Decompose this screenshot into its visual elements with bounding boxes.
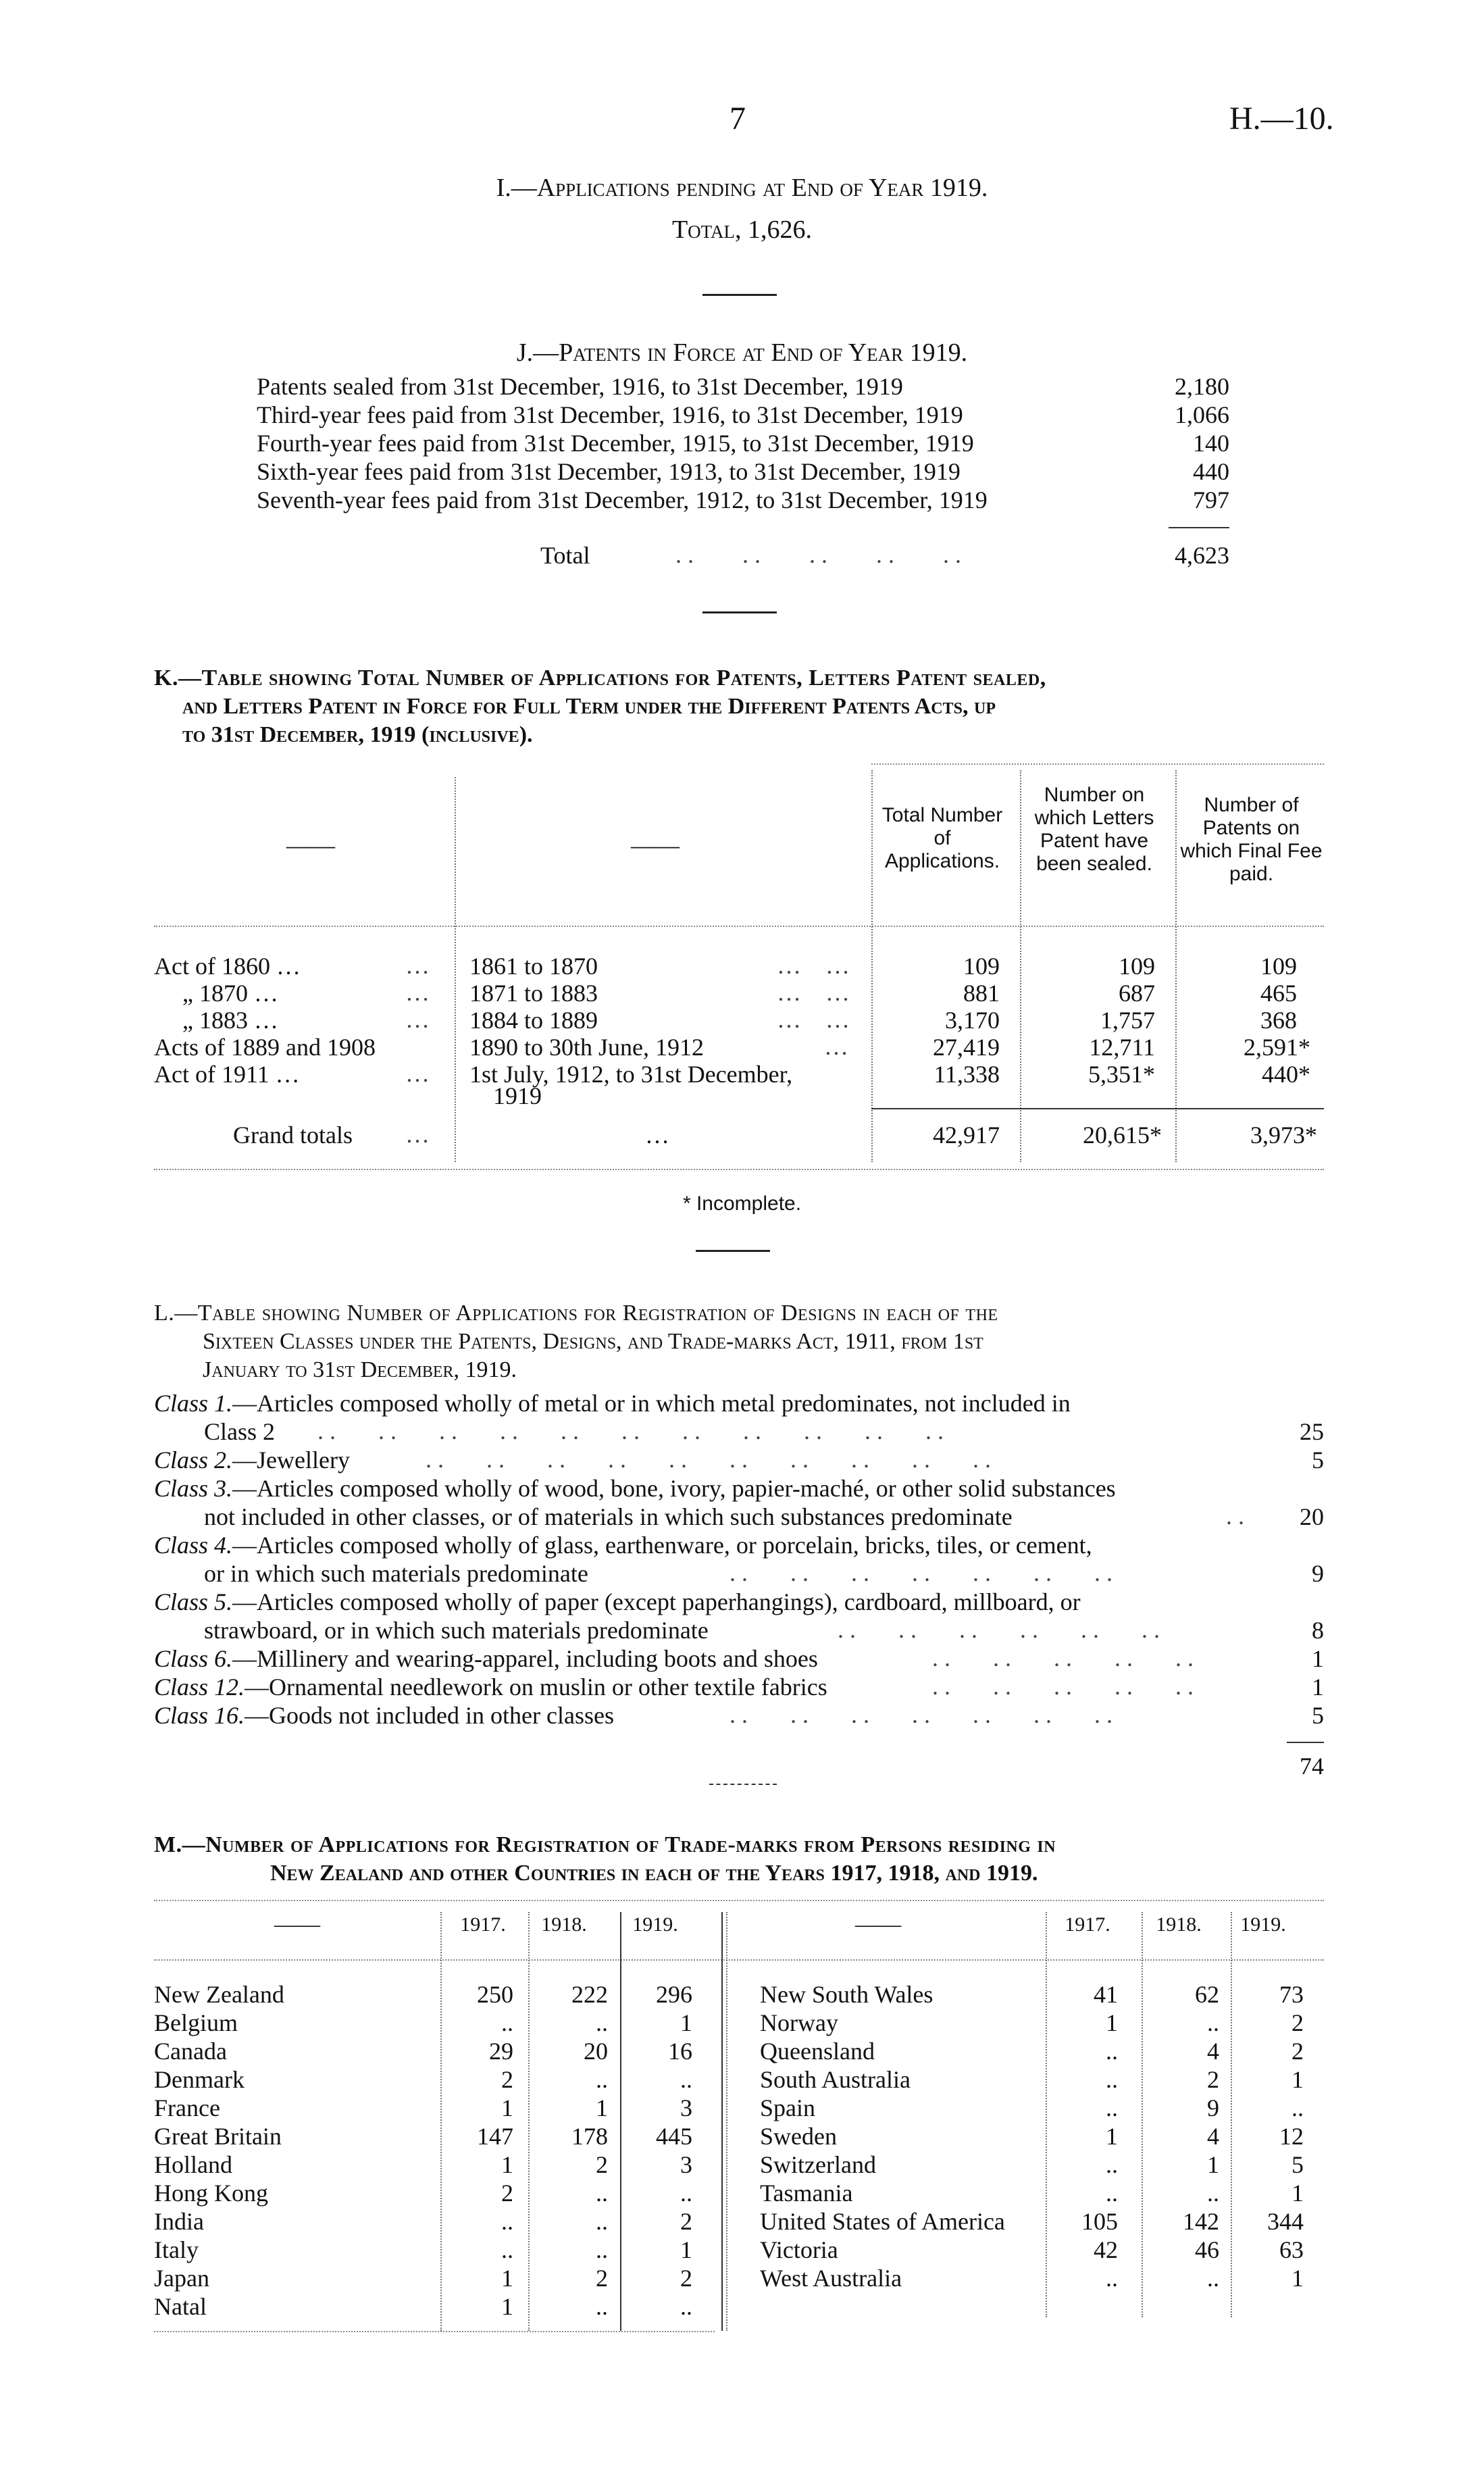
l-class-row <box>154 1644 818 1674</box>
leader-dots: … … <box>777 1006 850 1033</box>
m-country: Queensland <box>760 2038 875 2065</box>
leader-dots: . . . . . . . . . . . . . . . . . . . . <box>426 1446 991 1473</box>
m-country: Spain <box>760 2094 816 2121</box>
m-value-1918: 4 <box>1207 2123 1219 2150</box>
k-row-total: 11,338 <box>933 1061 1000 1088</box>
k-row-act: Acts of 1889 and 1908 <box>154 1034 376 1061</box>
l-class-row <box>154 1701 614 1730</box>
m-country: South Australia <box>760 2066 911 2093</box>
k-row-act: „ 1883 … <box>182 1007 278 1034</box>
l-class-value: 5 <box>1312 1702 1324 1729</box>
k-row-total: 27,419 <box>933 1034 1000 1061</box>
m-country: Denmark <box>154 2066 245 2093</box>
divider <box>696 1250 770 1252</box>
m-value-1918: .. <box>596 2236 608 2263</box>
m-header-1917: 1917. <box>460 1913 506 1936</box>
l-class-row <box>154 1388 1071 1418</box>
m-value-1917: 1 <box>501 2265 513 2292</box>
leader-dots: . . . . . . . . . . <box>932 1673 1194 1700</box>
leader-dots: . . . . . . . . . . . . . . <box>730 1559 1112 1586</box>
leader-dots: … <box>405 1060 430 1087</box>
l-class-name: Class 3. <box>154 1475 233 1502</box>
section-j-row-value: 797 <box>1193 486 1229 513</box>
page-number: 7 <box>730 101 746 136</box>
section-j-row-value: 1,066 <box>1175 401 1229 428</box>
l-class-name: Class 16. <box>154 1702 245 1729</box>
m-value-1918: .. <box>596 2009 608 2036</box>
k-header-col2: —— <box>631 832 680 859</box>
m-value-1918: 2 <box>596 2151 608 2178</box>
m-value-1919: 3 <box>680 2151 692 2178</box>
k-header-col1: —— <box>286 832 335 859</box>
leader-dots: … <box>824 1033 848 1060</box>
m-value-1917: 2 <box>501 2180 513 2207</box>
divider <box>709 1784 777 1785</box>
m-value-1919: .. <box>1291 2094 1304 2121</box>
leader-dots: . . . . . . . . . . <box>675 541 961 568</box>
column-divider <box>1231 1912 1232 2317</box>
m-value-1917: .. <box>501 2236 513 2263</box>
m-header-blank: —— <box>855 1912 901 1937</box>
m-value-1918: .. <box>1207 2180 1219 2207</box>
table-bottom-rule <box>154 2331 715 2332</box>
section-m-title-line2: New Zealand and other Countries in each of the Years 1917, 1918, and 1919. <box>270 1861 1038 1886</box>
l-class-desc: —Ornamental needlework on muslin or other textile fabrics <box>245 1674 827 1701</box>
l-class-row <box>154 1587 1081 1617</box>
l-class-row <box>154 1474 1116 1503</box>
m-value-1919: .. <box>680 2066 692 2093</box>
table-top-rule <box>154 1900 1324 1901</box>
k-footnote: * Incomplete. <box>682 1192 802 1215</box>
m-value-1917: 1 <box>501 2293 513 2320</box>
k-row-act: „ 1870 … <box>182 980 278 1007</box>
m-value-1917: 1 <box>501 2151 513 2178</box>
column-divider <box>1142 1912 1143 2317</box>
l-class-row <box>154 1445 350 1475</box>
m-value-1918: 62 <box>1195 1981 1219 2008</box>
k-row-period-cont: 1919 <box>493 1082 542 1109</box>
k-row-period: 1861 to 1870 <box>469 953 598 980</box>
m-value-1918: 4 <box>1207 2038 1219 2065</box>
column-divider <box>1020 770 1021 1162</box>
section-k-title-line3: to 31st December, 1919 (inclusive). <box>182 722 533 747</box>
k-row-final: 465 <box>1260 980 1297 1007</box>
leader-dots: … <box>405 952 430 979</box>
m-value-1918: 1 <box>596 2094 608 2121</box>
k-row-sealed: 12,711 <box>1089 1034 1155 1061</box>
section-j-row-value: 140 <box>1193 430 1229 457</box>
k-row-total: 881 <box>963 980 1000 1007</box>
m-value-1918: 142 <box>1183 2208 1219 2235</box>
k-grand-totals-period: … <box>645 1122 669 1149</box>
column-divider <box>871 770 873 1162</box>
l-class-value: 9 <box>1312 1560 1324 1587</box>
leader-dots: . . . . . . . . . . . . <box>838 1616 1160 1643</box>
k-row-period: 1871 to 1883 <box>469 980 598 1007</box>
m-value-1919: 1 <box>680 2009 692 2036</box>
section-j-row-label: Fourth-year fees paid from 31st December, 1915, to 31st December, 1919 <box>257 430 974 457</box>
l-total-value: 74 <box>1300 1753 1324 1780</box>
l-class-desc: —Articles composed wholly of glass, earthenware, or porcelain, bricks, tiles, or cement, <box>232 1532 1092 1559</box>
leader-dots: . . . . . . . . . . . . . . <box>730 1701 1112 1728</box>
m-country: New South Wales <box>760 1981 933 2008</box>
k-grand-totals-label: Grand totals <box>233 1122 353 1149</box>
section-m-title-line1: M.—Number of Applications for Registration of Trade-marks from Persons residing in <box>154 1832 1056 1857</box>
section-j-row <box>257 457 961 486</box>
section-l-title-line2: Sixteen Classes under the Patents, Designs, and Trade-marks Act, 1911, from 1st <box>203 1329 983 1354</box>
l-class-desc-cont: Class 2 <box>204 1418 276 1445</box>
l-class-name: Class 1. <box>154 1390 233 1417</box>
m-value-1917: .. <box>1106 2094 1118 2121</box>
k-row-period: 1st July, 1912, to 31st December, <box>469 1061 793 1088</box>
k-row-act: Act of 1860 … <box>154 953 301 980</box>
m-value-1918: 20 <box>584 2038 608 2065</box>
column-divider <box>528 1912 530 2331</box>
leader-dots: … <box>405 1006 430 1033</box>
section-j-row-label: Seventh-year fees paid from 31st December, 1912, to 31st December, 1919 <box>257 486 988 513</box>
k-grand-total-applications: 42,917 <box>933 1122 1000 1149</box>
section-i-title: I.—Applications pending at End of Year 1919. <box>496 174 988 202</box>
m-value-1919: 2 <box>680 2265 692 2292</box>
m-value-1918: .. <box>596 2293 608 2320</box>
m-country: Canada <box>154 2038 227 2065</box>
m-value-1919: 1 <box>1291 2180 1304 2207</box>
m-value-1917: .. <box>1106 2180 1118 2207</box>
m-value-1918: 1 <box>1207 2151 1219 2178</box>
header-rule <box>154 1959 1324 1961</box>
section-k-title-line2: and Letters Patent in Force for Full Term under the Different Patents Acts, up <box>182 694 996 719</box>
section-j-row <box>257 372 903 401</box>
m-country: France <box>154 2094 220 2121</box>
divider <box>702 294 777 296</box>
m-value-1919: 2 <box>1291 2038 1304 2065</box>
m-value-1917: 41 <box>1094 1981 1118 2008</box>
m-value-1919: 3 <box>680 2094 692 2121</box>
k-row-final: 2,591* <box>1244 1034 1310 1061</box>
l-class-value: 1 <box>1312 1645 1324 1672</box>
m-header-1919: 1919. <box>1240 1913 1286 1936</box>
l-class-name: Class 4. <box>154 1532 233 1559</box>
m-value-1917: .. <box>1106 2151 1118 2178</box>
m-header-1917: 1917. <box>1065 1913 1110 1936</box>
l-class-name: Class 12. <box>154 1674 245 1701</box>
k-header-final-fee: Number of Patents on which Final Fee paid. <box>1180 794 1323 885</box>
m-country: Victoria <box>760 2236 838 2263</box>
m-value-1917: 105 <box>1081 2208 1118 2235</box>
l-class-value: 1 <box>1312 1674 1324 1701</box>
m-country: India <box>154 2208 204 2235</box>
l-class-row <box>154 1672 827 1702</box>
m-country: Tasmania <box>760 2180 853 2207</box>
section-l-title-line1: L.—Table showing Number of Applications for Registration of Designs in each of the <box>154 1301 998 1326</box>
l-class-desc: —Articles composed wholly of wood, bone, ivory, papier-maché, or other solid substances <box>232 1475 1116 1502</box>
m-value-1917: 147 <box>477 2123 513 2150</box>
m-value-1919: .. <box>680 2293 692 2320</box>
m-country: Great Britain <box>154 2123 282 2150</box>
m-country: Norway <box>760 2009 838 2036</box>
m-value-1918: 2 <box>1207 2066 1219 2093</box>
m-value-1917: .. <box>1106 2066 1118 2093</box>
m-value-1918: 9 <box>1207 2094 1219 2121</box>
m-value-1918: .. <box>1207 2265 1219 2292</box>
table-bottom-rule <box>154 1169 1324 1170</box>
k-row-period: 1884 to 1889 <box>469 1007 598 1034</box>
m-value-1917: 1 <box>501 2094 513 2121</box>
totals-rule <box>871 1108 1324 1109</box>
header-rule <box>154 926 1324 927</box>
k-row-sealed: 1,757 <box>1100 1007 1155 1034</box>
k-row-final: 440* <box>1262 1061 1310 1088</box>
column-divider <box>440 1912 442 2331</box>
m-value-1919: 1 <box>1291 2265 1304 2292</box>
section-j-row-value: 440 <box>1193 458 1229 485</box>
m-value-1919: 344 <box>1267 2208 1304 2235</box>
column-divider <box>1046 1912 1047 2317</box>
k-grand-total-sealed: 20,615* <box>1083 1122 1162 1149</box>
m-value-1917: .. <box>501 2009 513 2036</box>
m-value-1919: 445 <box>656 2123 692 2150</box>
total-rule <box>1287 1742 1324 1743</box>
section-j-row-label: Third-year fees paid from 31st December, 1916, to 31st December, 1919 <box>257 401 963 428</box>
m-header-1918: 1918. <box>541 1913 587 1936</box>
m-country: Japan <box>154 2265 209 2292</box>
column-divider <box>726 1912 727 2331</box>
section-j-row-label: Patents sealed from 31st December, 1916, to 31st December, 1919 <box>257 373 903 400</box>
m-value-1919: 73 <box>1279 1981 1304 2008</box>
column-divider <box>455 777 456 1162</box>
l-class-row <box>154 1530 1092 1560</box>
section-i-total: Total, 1,626. <box>671 216 813 244</box>
m-value-1918: 2 <box>596 2265 608 2292</box>
leader-dots: . . . . . . . . . . <box>932 1644 1194 1671</box>
section-j-row-label: Sixth-year fees paid from 31st December, 1913, to 31st December, 1919 <box>257 458 961 485</box>
l-class-value: 5 <box>1312 1446 1324 1474</box>
m-value-1919: 2 <box>680 2208 692 2235</box>
m-country: Sweden <box>760 2123 837 2150</box>
l-class-value: 25 <box>1300 1418 1324 1445</box>
m-value-1917: .. <box>1106 2265 1118 2292</box>
m-country: Holland <box>154 2151 232 2178</box>
m-value-1918: 46 <box>1195 2236 1219 2263</box>
section-j-total-label: Total <box>540 542 590 569</box>
l-class-desc-cont: or in which such materials predominate <box>204 1560 588 1587</box>
l-class-name: Class 5. <box>154 1588 233 1615</box>
leader-dots: . . <box>1226 1503 1244 1530</box>
m-value-1918: .. <box>596 2208 608 2235</box>
k-row-sealed: 5,351* <box>1088 1061 1155 1088</box>
l-class-name: Class 6. <box>154 1645 233 1672</box>
leader-dots: … <box>405 979 430 1006</box>
m-value-1918: .. <box>596 2066 608 2093</box>
m-value-1919: 1 <box>1291 2066 1304 2093</box>
m-country: Switzerland <box>760 2151 876 2178</box>
m-value-1919: 1 <box>680 2236 692 2263</box>
m-country: Italy <box>154 2236 199 2263</box>
section-j-title: J.—Patents in Force at End of Year 1919. <box>516 338 968 367</box>
m-header-blank: —— <box>274 1912 320 1937</box>
m-country: United States of America <box>760 2208 1005 2235</box>
m-value-1917: 250 <box>477 1981 513 2008</box>
k-row-final: 368 <box>1260 1007 1297 1034</box>
section-j-row <box>257 400 963 430</box>
m-value-1918: 222 <box>571 1981 608 2008</box>
k-row-sealed: 687 <box>1119 980 1155 1007</box>
column-divider <box>620 1912 621 2331</box>
k-row-act: Act of 1911 … <box>154 1061 300 1088</box>
section-l-title-line3: January to 31st December, 1919. <box>203 1357 517 1382</box>
m-value-1917: 29 <box>489 2038 513 2065</box>
k-grand-total-final: 3,973* <box>1250 1122 1317 1149</box>
table-top-rule <box>871 763 1324 765</box>
m-value-1918: 178 <box>571 2123 608 2150</box>
k-row-final: 109 <box>1260 953 1297 980</box>
m-value-1919: 16 <box>668 2038 692 2065</box>
section-j-row <box>257 428 974 458</box>
m-header-1919: 1919. <box>632 1913 678 1936</box>
m-value-1917: 2 <box>501 2066 513 2093</box>
l-class-desc: —Goods not included in other classes <box>245 1702 614 1729</box>
section-k-title-line1: K.—Table showing Total Number of Applications for Patents, Letters Patent sealed, <box>154 665 1046 690</box>
k-row-sealed: 109 <box>1119 953 1155 980</box>
k-row-total: 3,170 <box>945 1007 1000 1034</box>
column-divider <box>1175 770 1177 1162</box>
m-value-1918: .. <box>596 2180 608 2207</box>
document-reference: H.—10. <box>1229 101 1334 136</box>
l-class-desc-cont: not included in other classes, or of materials in which such substances predominate <box>204 1503 1013 1530</box>
l-class-desc: —Jewellery <box>232 1446 350 1474</box>
section-j-total-value: 4,623 <box>1175 542 1229 569</box>
m-value-1917: 1 <box>1106 2009 1118 2036</box>
m-value-1919: 5 <box>1291 2151 1304 2178</box>
m-value-1917: 1 <box>1106 2123 1118 2150</box>
leader-dots: … … <box>777 979 850 1006</box>
section-j-row <box>257 485 988 515</box>
m-value-1917: .. <box>1106 2038 1118 2065</box>
m-country: New Zealand <box>154 1981 284 2008</box>
l-class-value: 8 <box>1312 1617 1324 1644</box>
k-row-total: 109 <box>963 953 1000 980</box>
m-country: Belgium <box>154 2009 238 2036</box>
m-country: West Australia <box>760 2265 902 2292</box>
m-value-1919: 2 <box>1291 2009 1304 2036</box>
section-j-row-value: 2,180 <box>1175 373 1229 400</box>
k-row-period: 1890 to 30th June, 1912 <box>469 1034 704 1061</box>
l-class-name: Class 2. <box>154 1446 233 1474</box>
m-value-1919: 296 <box>656 1981 692 2008</box>
leader-dots: … <box>405 1121 430 1148</box>
m-value-1919: 12 <box>1279 2123 1304 2150</box>
leader-dots: . . . . . . . . . . . . . . . . . . . . . . <box>317 1417 944 1444</box>
column-divider <box>721 1912 723 2331</box>
k-header-letters-sealed: Number on which Letters Patent have been sealed. <box>1034 784 1154 875</box>
l-class-desc: —Articles composed wholly of metal or in which metal predominates, not included in <box>232 1390 1071 1417</box>
m-value-1917: 42 <box>1094 2236 1118 2263</box>
m-country: Natal <box>154 2293 207 2320</box>
m-value-1918: .. <box>1207 2009 1219 2036</box>
l-class-desc-cont: strawboard, or in which such materials predominate <box>204 1617 709 1644</box>
total-rule <box>1169 527 1229 528</box>
k-header-total-applications: Total Number of Applications. <box>881 804 1003 872</box>
m-header-1918: 1918. <box>1156 1913 1202 1936</box>
m-value-1917: .. <box>501 2208 513 2235</box>
l-class-value: 20 <box>1300 1503 1324 1530</box>
divider <box>702 611 777 613</box>
m-value-1919: 63 <box>1279 2236 1304 2263</box>
m-country: Hong Kong <box>154 2180 268 2207</box>
l-class-desc: —Millinery and wearing-apparel, including boots and shoes <box>232 1645 818 1672</box>
m-value-1919: .. <box>680 2180 692 2207</box>
leader-dots: … … <box>777 952 850 979</box>
l-class-desc: —Articles composed wholly of paper (except paperhangings), cardboard, millboard, or <box>232 1588 1081 1615</box>
